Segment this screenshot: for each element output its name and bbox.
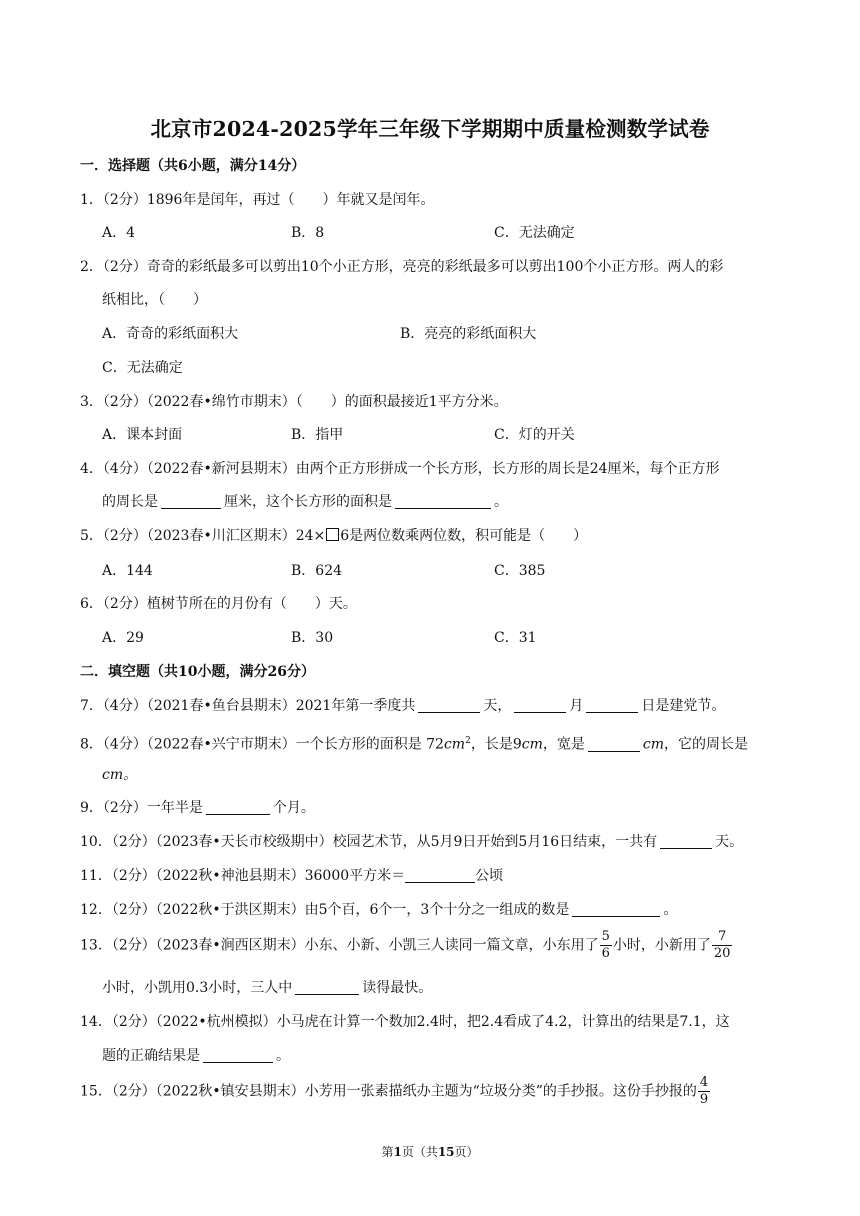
footer-text-c: 页） bbox=[454, 1145, 479, 1159]
q1-option-c: C．无法确定 bbox=[494, 225, 575, 241]
section-heading-fill: 二．填空题（共10小题，满分26分） bbox=[80, 664, 315, 680]
q1-option-a: A．4 bbox=[102, 225, 136, 241]
q13-text-a: 13．（2分）（2023春•涧西区期末）小东、小新、小凯三人读同一篇文章，小东用了 bbox=[80, 937, 599, 954]
q10-text-b: 天。 bbox=[715, 834, 744, 850]
q9-text-a: 9．（2分）一年半是 bbox=[80, 800, 203, 816]
q7-text-c: 月 bbox=[569, 698, 584, 714]
question-8 bbox=[80, 731, 780, 755]
q6-option-a: A．29 bbox=[102, 630, 144, 646]
q5-option-a: A．144 bbox=[102, 563, 153, 579]
answer-blank[interactable] bbox=[588, 736, 640, 752]
section-heading-choice: 一．选择题（共6小题，满分14分） bbox=[80, 158, 306, 174]
question-2: 2．（2分）奇奇的彩纸最多可以剪出10个小正方形，亮亮的彩纸最多可以剪出100个小正方形。两人的彩 bbox=[80, 259, 724, 275]
q8-sup: 2 bbox=[465, 736, 471, 746]
q8-unit: cm bbox=[642, 736, 664, 753]
question-5 bbox=[80, 526, 780, 546]
q3-option-a: A．课本封面 bbox=[102, 427, 183, 443]
question-11 bbox=[80, 866, 780, 886]
q7-text-d: 日是建党节。 bbox=[641, 698, 726, 714]
q2-option-a: A．奇奇的彩纸面积大 bbox=[102, 326, 239, 342]
question-9 bbox=[80, 798, 780, 818]
fraction bbox=[698, 1076, 710, 1107]
question-4-cont bbox=[102, 492, 802, 512]
question-4: 4．（4分）（2022春•新河县期末）由两个正方形拼成一个长方形，长方形的周长是24厘米，每个正方形 bbox=[80, 461, 720, 477]
q5-text-b: 6是两位数乘两位数，积可能是（ ） bbox=[340, 528, 588, 544]
q14-text-b: 。 bbox=[276, 1048, 290, 1064]
question-13 bbox=[80, 930, 780, 961]
digit-box bbox=[326, 528, 339, 541]
q4-text-b: 厘米，这个长方形的面积是 bbox=[224, 494, 392, 510]
numerator: 7 bbox=[718, 929, 727, 944]
answer-blank[interactable] bbox=[514, 697, 566, 713]
fraction bbox=[600, 930, 612, 961]
q6-option-c: C．31 bbox=[494, 630, 537, 646]
question-15 bbox=[80, 1076, 780, 1107]
denominator: 9 bbox=[699, 1092, 709, 1107]
page-title: 北京市2024-2025学年三年级下学期期中质量检测数学试卷 bbox=[150, 117, 710, 141]
q8-unit: cm bbox=[521, 736, 543, 753]
q2-option-c: C．无法确定 bbox=[102, 360, 183, 376]
question-6: 6．（2分）植树节所在的月份有（ ）天。 bbox=[80, 596, 357, 612]
q12-text-a: 12．（2分）（2022秋•于洪区期末）由5个百，6个一，3个十分之一组成的数是 bbox=[80, 902, 570, 918]
page-total: 15 bbox=[437, 1145, 455, 1159]
q6-option-b: B．30 bbox=[291, 630, 334, 646]
q13-text-b: 小时，小新用了 bbox=[612, 937, 711, 954]
question-13-cont bbox=[102, 978, 802, 998]
denominator: 20 bbox=[713, 946, 731, 961]
page-footer bbox=[0, 1143, 860, 1160]
q5-option-b: B．624 bbox=[291, 563, 343, 579]
q12-text-b: 。 bbox=[663, 902, 678, 918]
question-10 bbox=[80, 832, 780, 852]
q4-text-a: 的周长是 bbox=[102, 494, 158, 510]
answer-blank[interactable] bbox=[660, 833, 712, 849]
q1-option-b: B．8 bbox=[291, 225, 325, 241]
footer-text-b: 页（共 bbox=[401, 1145, 438, 1159]
answer-blank[interactable] bbox=[203, 1047, 273, 1063]
q10-text-a: 10．（2分）（2023春•天长市校级期中）校园艺术节，从5月9日开始到5月16日结束，一共有 bbox=[80, 834, 658, 850]
q8-unit: cm bbox=[443, 736, 466, 753]
q7-text-a: 7．（4分）（2021春•鱼台县期末）2021年第一季度共 bbox=[80, 698, 416, 714]
q4-text-c: 。 bbox=[494, 494, 508, 510]
q13-text-c: 小时，小凯用0.3小时，三人中 bbox=[102, 980, 293, 996]
answer-blank[interactable] bbox=[572, 901, 660, 917]
q3-option-c: C．灯的开关 bbox=[494, 427, 575, 443]
q7-text-b: 天， bbox=[483, 698, 512, 714]
question-2-cont: 纸相比，（ ） bbox=[102, 292, 207, 308]
q8-text-a: 8．（4分）（2022春•兴宁市期末）一个长方形的面积是 72 bbox=[80, 736, 444, 753]
q8-text-d: ，它的周长是 bbox=[664, 736, 748, 753]
answer-blank[interactable] bbox=[295, 979, 359, 995]
q8-text-b: ，长是9 bbox=[470, 736, 522, 753]
q9-text-b: 个月。 bbox=[272, 800, 315, 816]
answer-blank[interactable] bbox=[418, 697, 480, 713]
question-3: 3．（2分）（2022春•绵竹市期末）（ ）的面积最接近1平方分米。 bbox=[80, 394, 508, 410]
q11-text-b: 公顷 bbox=[475, 868, 504, 884]
question-7 bbox=[80, 696, 780, 716]
numerator: 4 bbox=[699, 1075, 709, 1090]
numerator: 5 bbox=[601, 929, 610, 944]
q3-option-b: B．指甲 bbox=[291, 427, 344, 443]
q8-text-c: ，宽是 bbox=[542, 736, 585, 753]
question-14: 14．（2分）（2022•杭州模拟）小马虎在计算一个数加2.4时，把2.4看成了4.2，计算出的结果是7.1，这 bbox=[80, 1014, 730, 1030]
answer-blank[interactable] bbox=[405, 867, 475, 883]
q5-option-c: C．385 bbox=[494, 563, 546, 579]
denominator: 6 bbox=[601, 946, 610, 961]
page-number: 1 bbox=[393, 1145, 402, 1159]
q5-text-a: 5．（2分）（2023春•川汇区期末）24× bbox=[80, 528, 326, 544]
q15-text-a: 15．（2分）（2022秋•镇安县期末）小芳用一张素描纸办主题为“垃圾分类”的手抄报。这份手抄报的 bbox=[80, 1083, 697, 1100]
q11-text-a: 11．（2分）（2022秋•神池县期末）36000平方米＝ bbox=[80, 868, 406, 884]
answer-blank[interactable] bbox=[395, 493, 491, 509]
q2-option-b: B．亮亮的彩纸面积大 bbox=[400, 326, 537, 342]
question-8-cont: cm。 bbox=[102, 767, 138, 783]
q14-text-a: 题的正确结果是 bbox=[102, 1048, 200, 1064]
q13-text-d: 读得最快。 bbox=[362, 980, 433, 996]
question-12 bbox=[80, 900, 780, 920]
answer-blank[interactable] bbox=[206, 799, 270, 815]
answer-blank[interactable] bbox=[586, 697, 638, 713]
fraction bbox=[712, 930, 733, 961]
answer-blank[interactable] bbox=[161, 493, 221, 509]
question-1: 1．（2分）1896年是闰年，再过（ ）年就又是闰年。 bbox=[80, 192, 435, 208]
question-14-cont bbox=[102, 1046, 802, 1066]
footer-text-a: 第 bbox=[381, 1145, 394, 1159]
